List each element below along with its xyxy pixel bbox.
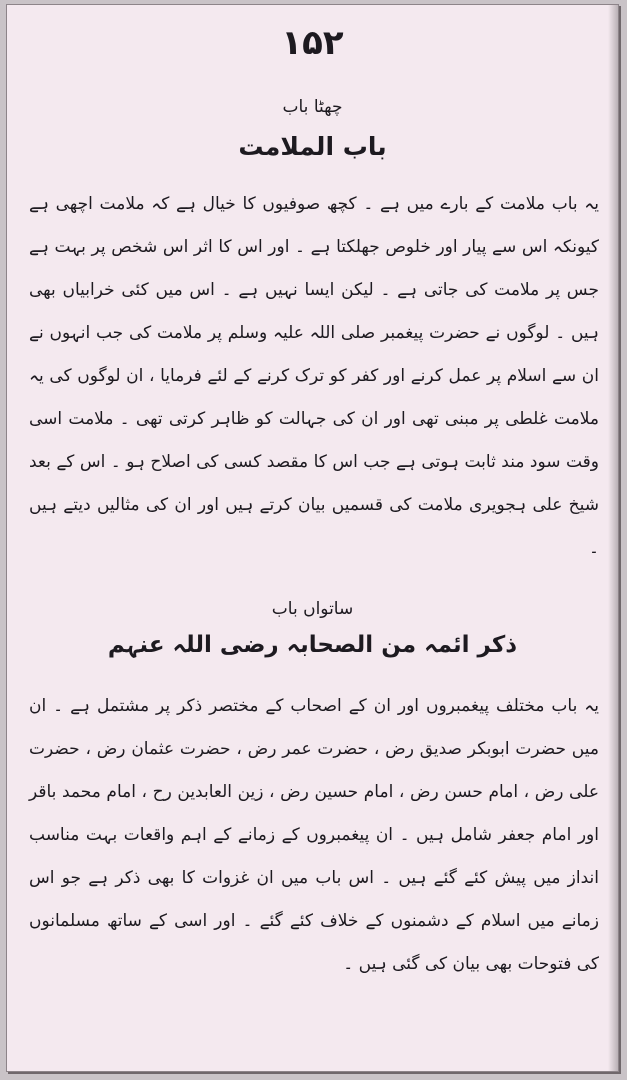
page-number: ۱۵۲ — [281, 23, 344, 63]
chapter-6-title: باب الملامت — [238, 132, 387, 161]
chapter-7-paragraph: یہ باب مختلف پیغمبروں اور ان کے اصحاب کے مختصر ذکر پر مشتمل ہے ۔ ان میں حضرت ابوبکر صدیق رض ، حضرت عمر رض ، حضرت عثمان رض ، حضرت علی رض ، امام حسن رض ، امام حسین رض ، زین العابدین رح ، امام محمد باقر اور امام جعفر شامل ہیں ۔ ان پیغمبروں کے زمانے کے اہم واقعات بہت مناسب انداز میں پیش کئے گئے ہیں ۔ اس باب میں ان غزوات کا بھی ذکر ہے جو اس زمانے میں اسلام کے دشمنوں کے خلاف کئے گئے ۔ اور اسی کے ساتھ مسلمانوں کی فتوحات بھی بیان کی گئی ہیں ۔ — [29, 696, 599, 974]
chapter-6-label: چھٹا باب — [282, 97, 343, 117]
page-edge-shadow — [608, 5, 618, 1071]
chapter-7-label: ساتواں باب — [271, 599, 354, 619]
chapter-7-title: ذکر ائمہ من الصحابہ رضی اللہ عنہم — [107, 632, 518, 658]
chapter-6-paragraph: یہ باب ملامت کے بارے میں ہے ۔ کچھ صوفیوں کا خیال ہے کہ ملامت اچھی ہے کیونکہ اس سے پیار اور خلوص جھلکتا ہے ۔ اور اس کا اثر اس شخص پر بہت ہے جس پر ملامت کی جاتی ہے ۔ لیکن ایسا نہیں ہے ۔ اس میں کئی خرابیاں بھی ہیں ۔ لوگوں نے حضرت پیغمبر صلی اللہ علیہ وسلم پر ملامت کی جب انہوں نے ان سے اسلام پر عمل کرنے اور کفر کو ترک کرنے کے لئے فرمایا ، ان لوگوں کی یہ ملامت غلطی پر مبنی تھی اور ان کی جہالت کو ظاہر کرتی تھی ۔ ملامت اسی وقت سود مند ثابت ہوتی ہے جب اس کا مقصد کسی کی اصلاح ہو ۔ اس کے بعد شیخ علی ہجویری ملامت کی قسمیں بیان کرتے ہیں اور ان کی مثالیں دیتے ہیں ۔ — [29, 194, 599, 558]
book-page — [6, 4, 619, 1072]
